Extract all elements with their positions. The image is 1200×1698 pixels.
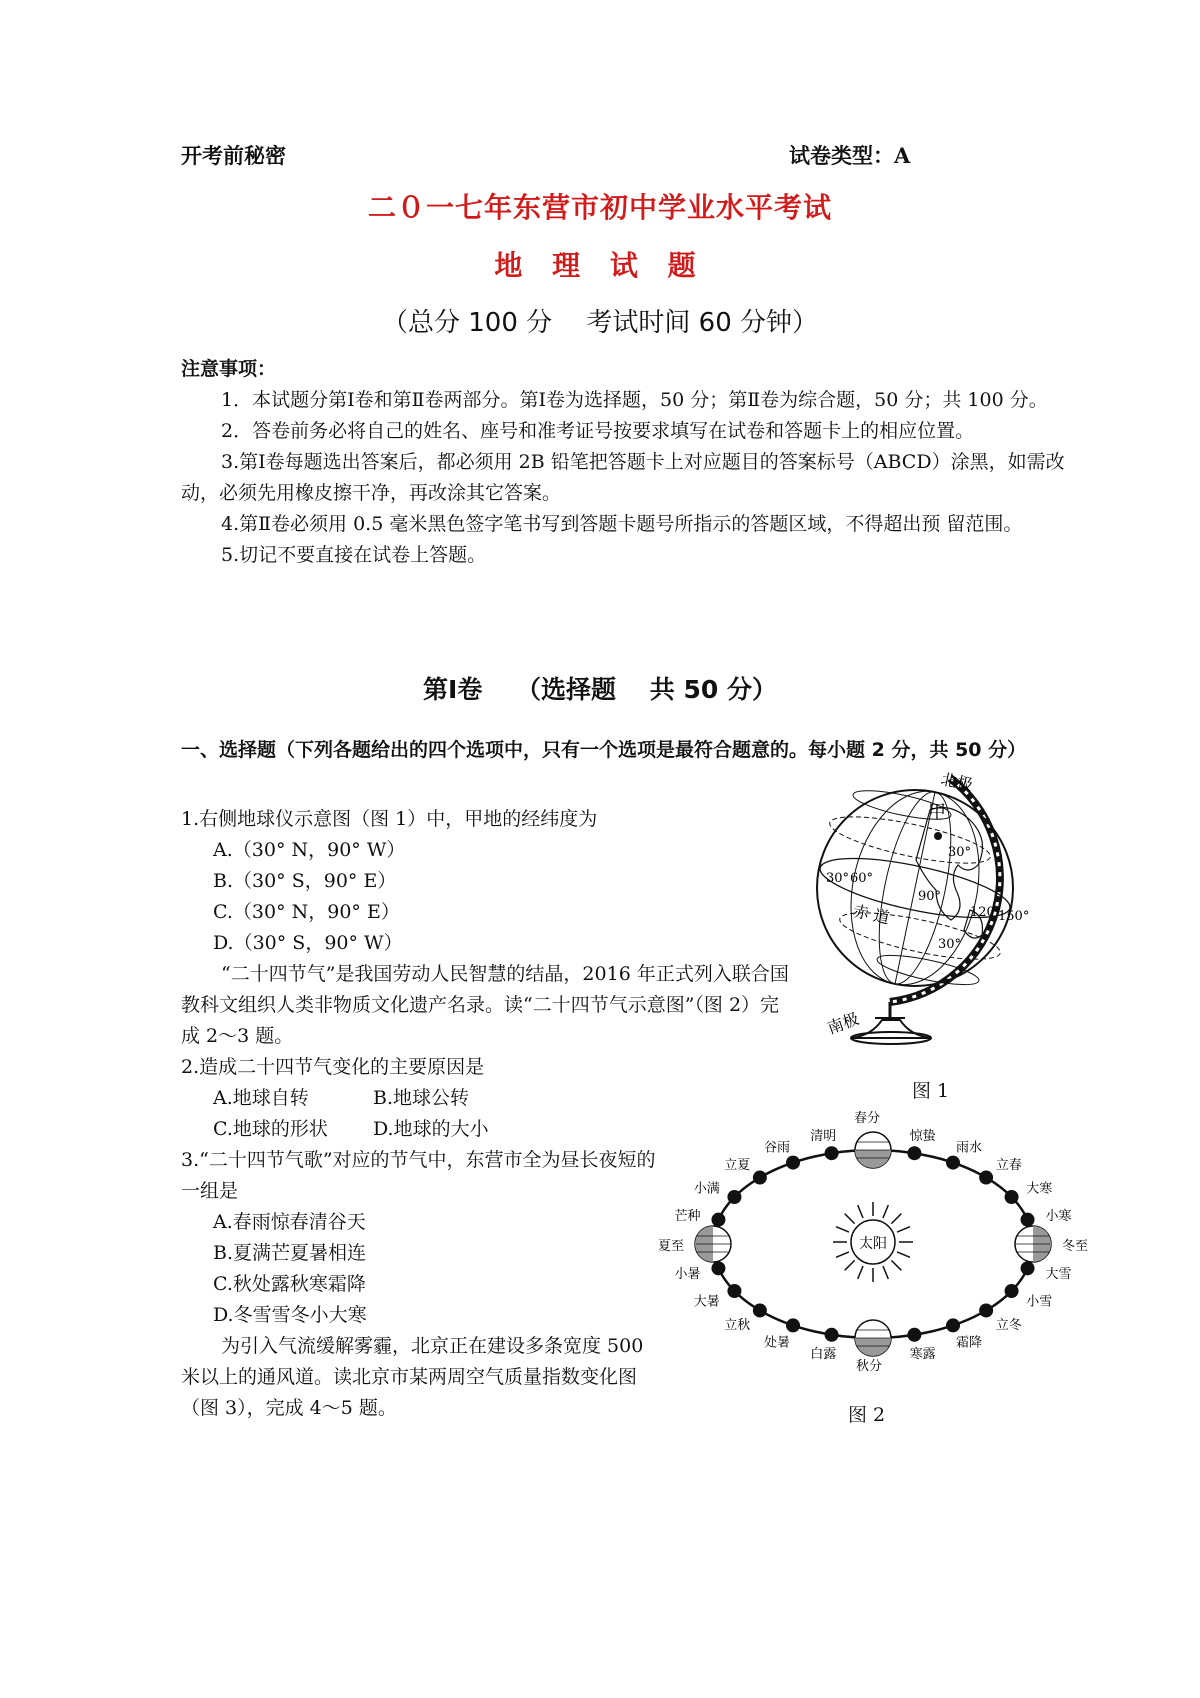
subject-title: 地 理 试 题 [494, 249, 706, 282]
south-pole-label: 南极 [824, 1008, 862, 1038]
term-dot [825, 1146, 839, 1160]
q2-stem: 2.造成二十四节气变化的主要原因是 [181, 1056, 485, 1078]
sun-ray [883, 1266, 888, 1279]
q1-option-d: D.（30° S，90° W） [213, 932, 403, 954]
term-dot [1005, 1284, 1019, 1298]
q2-option-c: C.地球的形状 [213, 1118, 328, 1140]
note-item: 4.第Ⅱ卷必须用 0.5 毫米黑色签字笔书写到答题卡题号所指示的答题区域，不得超出预 留范围。 [221, 513, 1023, 535]
lon-90-label: 90° [918, 889, 942, 904]
note-item: 5.切记不要直接在试卷上答题。 [221, 544, 487, 566]
intro-q2-q3: “二十四节气”是我国劳动人民智慧的结晶，2016 年正式列入联合国教科文组织人类非物质文化遗产名录。读“二十四节气示意图”（图 2）完成 2～3 题。 [181, 963, 789, 1047]
term-label-lixia: 立夏 [724, 1158, 751, 1174]
term-label-dahan: 大寒 [1026, 1181, 1053, 1197]
note-item: 2．答卷前务必将自己的姓名、座号和准考证号按要求填写在试卷和答题卡上的相应位置。 [221, 420, 975, 442]
term-label-guyu: 谷雨 [763, 1140, 791, 1156]
lon-120-label: 120° [970, 905, 1002, 920]
term-label-summer-solstice: 夏至 [657, 1239, 685, 1254]
term-dot [979, 1171, 993, 1185]
q2-option-a: A.地球自转 [213, 1087, 309, 1109]
term-dot [786, 1156, 800, 1170]
q1-option-b: B.（30° S，90° E） [213, 870, 397, 892]
term-dot [979, 1303, 993, 1317]
q3-option-d: D.冬雪雪冬小大寒 [213, 1304, 367, 1326]
lat-30s-label: 30° [938, 937, 962, 952]
term-label-daxue: 大雪 [1045, 1267, 1072, 1283]
lon-60-label: 60° [850, 871, 874, 886]
term-label-xiaoman: 小满 [693, 1181, 720, 1197]
term-label-xiaoshu: 小暑 [674, 1267, 701, 1283]
sun-ray [897, 1252, 910, 1257]
sun-ray [891, 1260, 901, 1270]
term-label-autumn-equinox: 秋分 [855, 1359, 883, 1374]
point-jia-label: 甲 [928, 802, 946, 823]
term-label-mangzhong: 芒种 [674, 1208, 701, 1224]
section-instruction: 一、选择题（下列各题给出的四个选项中，只有一个选项是最符合题意的。每小题 2 分，共 50 分） [181, 739, 1027, 761]
equator-label: 赤 道 [851, 901, 892, 928]
term-label-qingming: 清明 [810, 1129, 837, 1145]
term-label-spring-equinox: 春分 [853, 1111, 881, 1126]
north-pole-label: 北极 [939, 769, 975, 795]
term-dot [727, 1190, 741, 1204]
sun-ray [845, 1214, 855, 1224]
note-item: 1．本试题分第Ⅰ卷和第Ⅱ卷两部分。第Ⅰ卷为选择题，50 分；第Ⅱ卷为综合题，50 分；共 100 分。 [221, 389, 1048, 411]
q3-option-a: A.春雨惊春清谷天 [213, 1211, 366, 1233]
q3-option-c: C.秋处露秋寒霜降 [213, 1273, 366, 1295]
term-dot [1021, 1261, 1035, 1275]
notes-list [181, 385, 1071, 571]
term-label-winter-solstice: 冬至 [1061, 1239, 1089, 1254]
figure2-solar-terms [657, 1108, 1089, 1374]
term-label-chushu: 处暑 [763, 1335, 791, 1351]
paper-type-label: 试卷类型：A [789, 143, 911, 168]
term-dot [946, 1318, 960, 1332]
term-dot [907, 1328, 921, 1342]
term-dot [753, 1171, 767, 1185]
q1-option-a: A.（30° N，90° W） [213, 839, 406, 861]
term-label-liqiu: 立秋 [724, 1317, 751, 1333]
term-dot [711, 1213, 725, 1227]
term-label-yushui: 雨水 [955, 1140, 983, 1156]
q3-option-b: B.夏满芒夏暑相连 [213, 1242, 367, 1264]
sun-ray [891, 1214, 901, 1224]
q1-stem: 1.右侧地球仪示意图（图 1）中，甲地的经纬度为 [181, 808, 598, 830]
lon-150-label: 150° [998, 909, 1030, 924]
sun-ray [836, 1252, 849, 1257]
q3-stem: 3.“二十四节气歌”对应的节气中，东营市全为昼长夜短的一组是 [181, 1149, 656, 1202]
term-dot [753, 1303, 767, 1317]
secrecy-label: 开考前秘密 [181, 143, 286, 168]
sun-ray [858, 1205, 863, 1218]
term-dot [1021, 1213, 1035, 1227]
spring-earth-icon [855, 1132, 891, 1168]
term-dot [711, 1261, 725, 1275]
term-label-xiaohan: 小寒 [1045, 1208, 1072, 1224]
sun-ray [883, 1205, 888, 1218]
sun-ray [897, 1227, 910, 1232]
intro-q4-q5: 为引入气流缓解雾霾，北京正在建设多条宽度 500 米以上的通风道。读北京市某两周空气质量指数变化图（图 3），完成 4～5 题。 [181, 1335, 644, 1419]
winter-earth-icon [1015, 1226, 1051, 1262]
sun-ray [836, 1227, 849, 1232]
term-dot [946, 1156, 960, 1170]
figure1-globe [820, 769, 1030, 1050]
exam-title: 二０一七年东营市初中学业水平考试 [367, 191, 832, 224]
exam-info: （总分 100 分 考试时间 60 分钟） [381, 308, 819, 338]
term-label-shuangjiang: 霜降 [955, 1335, 983, 1351]
term-dot [727, 1284, 741, 1298]
summer-earth-icon [695, 1226, 731, 1262]
sun-label: 太阳 [859, 1236, 887, 1252]
term-label-dashu: 大暑 [693, 1294, 720, 1310]
sun-ray [858, 1266, 863, 1279]
term-label-lichun: 立春 [995, 1158, 1022, 1174]
term-dot [1005, 1190, 1019, 1204]
term-label-jingzhe: 惊蛰 [909, 1129, 936, 1145]
term-dot [786, 1318, 800, 1332]
q2-option-b: B.地球公转 [373, 1087, 470, 1109]
figure2-caption: 图 2 [848, 1404, 886, 1426]
q2-option-d: D.地球的大小 [373, 1118, 489, 1140]
lat-30n-label: 30° [948, 845, 972, 860]
sun-ray [845, 1260, 855, 1270]
figure1-caption: 图 1 [912, 1080, 950, 1102]
term-label-bailu: 白露 [810, 1346, 837, 1362]
q1-option-c: C.（30° N，90° E） [213, 901, 400, 923]
term-dot [825, 1328, 839, 1342]
term-label-hanlu: 寒露 [909, 1346, 936, 1362]
term-label-xiaoxue: 小雪 [1026, 1294, 1053, 1310]
section-title: 第Ⅰ卷 （选择题 共 50 分） [423, 675, 777, 704]
lon-30-label: 30° [826, 871, 850, 886]
note-item: 3.第Ⅰ卷每题选出答案后，都必须用 2B 铅笔把答题卡上对应题目的答案标号（ABCD）涂黑，如需改动，必须先用橡皮擦干净，再改涂其它答案。 [181, 451, 1065, 504]
autumn-earth-icon [855, 1320, 891, 1356]
term-label-lidong: 立冬 [995, 1317, 1022, 1333]
notes-heading: 注意事项： [181, 358, 277, 380]
term-dot [907, 1146, 921, 1160]
